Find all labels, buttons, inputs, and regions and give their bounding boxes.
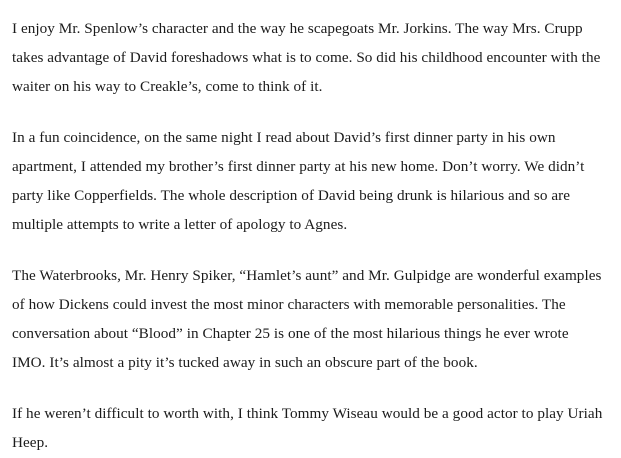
paragraph-3: The Waterbrooks, Mr. Henry Spiker, “Hamlet’s aunt” and Mr. Gulpidge are wonderful examples of how Dickens could invest the most minor characters with memorable personalities. The conversation about “Blood” in Chapter 25 is one of the most hilarious things he ever wrote IMO. It’s almost a pity it’s tucked away in such an obscure part of the book.	[12, 267, 602, 371]
paragraph-1: I enjoy Mr. Spenlow’s character and the way he scapegoats Mr. Jorkins. The way Mrs. Crupp takes advantage of David foreshadows what is to come. So did his childhood encounter with the waiter on his way to Creakle’s, come to think of it.	[12, 20, 601, 95]
paragraph-2: In a fun coincidence, on the same night I read about David’s first dinner party in his own apartment, I attended my brother’s first dinner party at his new home. Don’t worry. We didn’t party like Copperfields. The whole description of David being drunk is hilarious and so are multiple attempts to write a letter of apology to Agnes.	[12, 129, 585, 233]
paragraph-4: If he weren’t difficult to worth with, I think Tommy Wiseau would be a good actor to play Uriah Heep.	[12, 405, 603, 451]
